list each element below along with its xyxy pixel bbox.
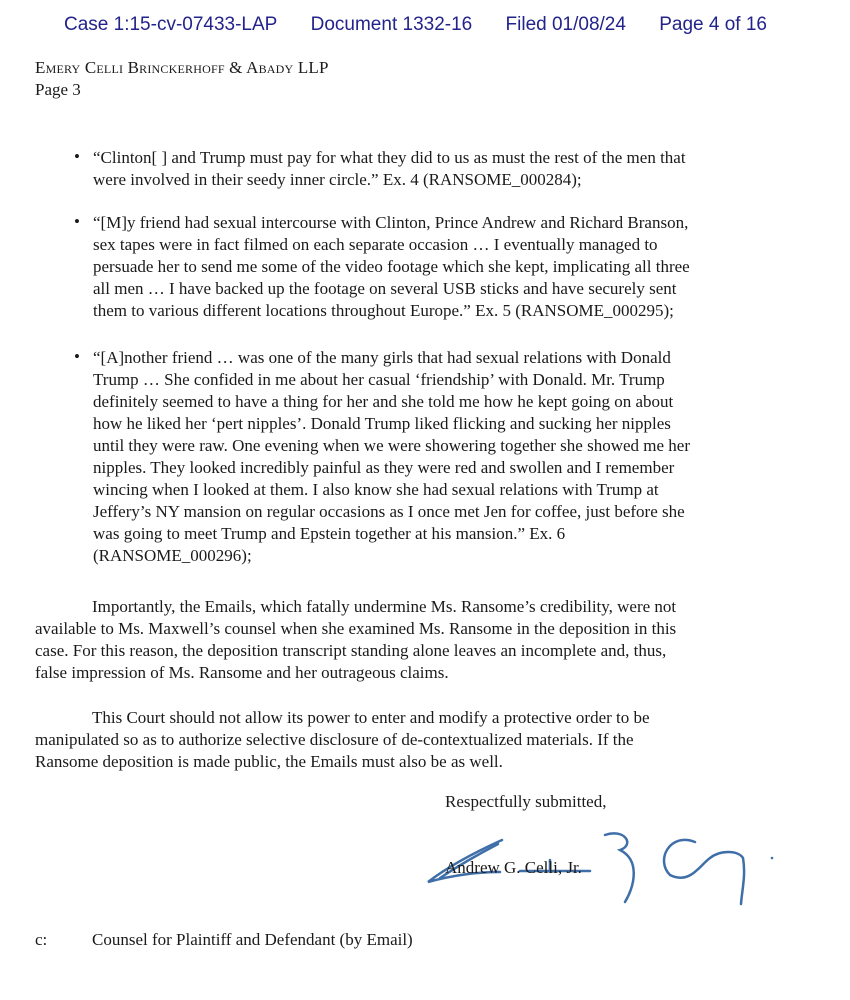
- signer-name: Andrew G. Celli, Jr.: [445, 858, 582, 877]
- bullet-item: [74, 147, 686, 191]
- filed-date: Filed 01/08/24: [505, 14, 626, 35]
- text-line: how he liked her ‘pert nipples’. Donald Trump liked flicking and sucking her nipples: [93, 414, 671, 433]
- text-line: false impression of Ms. Ransome and her outrageous claims.: [35, 663, 449, 682]
- bullet-icon: •: [74, 147, 80, 166]
- bullet-icon: •: [74, 347, 80, 366]
- text-line: Jeffery’s NY mansion on regular occasions as I once met Jen for coffee, just before she: [93, 502, 685, 521]
- text-line: Importantly, the Emails, which fatally undermine Ms. Ransome’s credibility, were not: [92, 597, 677, 616]
- text-line: persuade her to send me some of the video footage which she kept, implicating all three: [93, 257, 690, 276]
- text-line: until they were raw. One evening when we were showering together she showed me her: [93, 436, 691, 455]
- bullet-item: [74, 212, 690, 322]
- text-line: them to various different locations throughout Europe.” Ex. 5 (RANSOME_000295);: [93, 301, 674, 320]
- text-line: were involved in their seedy inner circle.” Ex. 4 (RANSOME_000284);: [93, 170, 582, 189]
- text-line: “[M]y friend had sexual intercourse with Clinton, Prince Andrew and Richard Branson,: [93, 213, 689, 232]
- text-line: was going to meet Trump and Epstein together at his mansion.” Ex. 6: [93, 524, 566, 543]
- bullet-item: [74, 347, 691, 567]
- text-line: (RANSOME_000296);: [93, 546, 252, 565]
- bullet-icon: •: [74, 212, 80, 231]
- cc-label: c:: [35, 930, 48, 949]
- text-line: “Clinton[ ] and Trump must pay for what they did to us as must the rest of the men that: [93, 148, 686, 167]
- letterhead: [35, 57, 329, 101]
- text-line: nipples. They looked incredibly painful as they were red and swollen and I remember: [93, 458, 675, 477]
- document-number: Document 1332-16: [310, 14, 473, 35]
- text-line: sex tapes were in fact filmed on each separate occasion … I eventually managed to: [93, 235, 658, 254]
- firm-name: Emery Celli Brinckerhoff & Abady LLP: [35, 58, 329, 77]
- text-line: available to Ms. Maxwell’s counsel when she examined Ms. Ransome in the deposition in this: [35, 619, 677, 638]
- text-line: Trump … She confided in me about her casual ‘friendship’ with Donald. Mr. Trump: [93, 370, 665, 389]
- text-line: all men … I have backed up the footage on several USB sticks and have securely sent: [93, 279, 677, 298]
- filing-header: [64, 14, 795, 36]
- cc-line: [35, 929, 413, 951]
- text-line: “[A]nother friend … was one of the many girls that had sexual relations with Donald: [93, 348, 671, 367]
- paragraph: [35, 596, 676, 684]
- page-number: Page 4 of 16: [659, 14, 767, 35]
- text-line: case. For this reason, the deposition transcript standing alone leaves an incomplete and, thus,: [35, 641, 667, 660]
- paragraph: [35, 707, 650, 773]
- text-line: This Court should not allow its power to enter and modify a protective order to be: [92, 708, 650, 727]
- closing: Respectfully submitted,: [445, 792, 607, 811]
- case-number: Case 1:15-cv-07433-LAP: [64, 14, 278, 35]
- cc-recipients: Counsel for Plaintiff and Defendant (by Email): [92, 930, 413, 949]
- text-line: definitely seemed to have a thing for her and she told me how he kept going on about: [93, 392, 674, 411]
- letter-page: Page 3: [35, 80, 81, 99]
- text-line: wincing when I looked at them. I also know she had sexual relations with Trump at: [93, 480, 659, 499]
- text-line: manipulated so as to authorize selective disclosure of de-contextualized materials. If the: [35, 730, 634, 749]
- text-line: Ransome deposition is made public, the Emails must also be as well.: [35, 752, 503, 771]
